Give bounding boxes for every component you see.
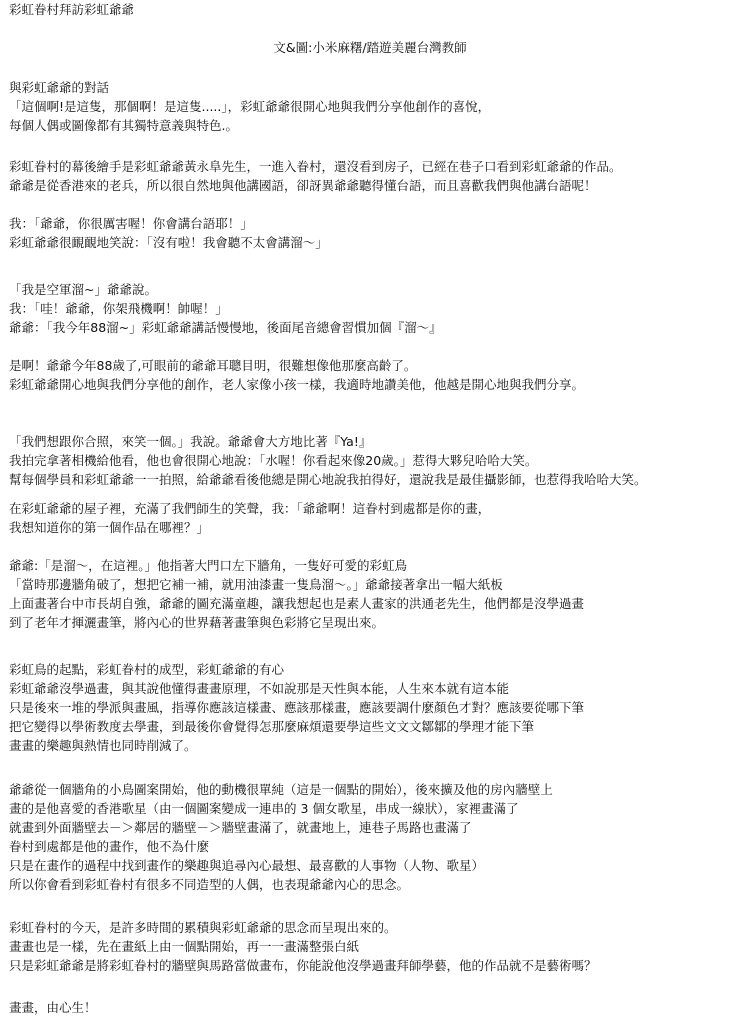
text-line: 畫畫，由心生！ [9, 1000, 97, 1015]
text-line: 只是彩虹爺爺是將彩虹眷村的牆壁與馬路當做畫布，你能說他沒學過畫拜師學藝，他的作品就不是藝術嗎？ [9, 958, 597, 973]
text-line: 到了老年才揮灑畫筆，將內心的世界藉著畫筆與色彩將它呈現出來。 [9, 615, 385, 630]
text-line: 畫畫也是一樣，先在畫紙上由一個點開始，再一一畫滿整張白紙 [9, 939, 360, 954]
text-line: 彩虹爺爺很靦靦地笑說：「沒有啦！我會聽不太會講溜～」 [9, 235, 328, 250]
text-line: 畫的是他喜愛的香港歌星（由一個圖案變成一連串的 3 個女歌星，串成一線狀），家裡畫滿了 [9, 801, 519, 816]
text-line: 爺爺：「我今年88溜~」彩虹爺爺講話慢慢地，後面尾音總會習慣加個『溜～』 [9, 320, 442, 335]
text-line: 幫每個學員和彩虹爺爺一一拍照，給爺爺看後他總是開心地說我拍得好，還說我是最佳攝影師，也惹得我哈哈大笑。 [9, 472, 647, 487]
text-line: 每個人偶或圖像都有其獨特意義與特色.。 [9, 118, 238, 133]
text-line: 畫畫的樂趣與熱情也同時削減了。 [9, 738, 197, 753]
paragraph [9, 499, 737, 537]
text-line: 把它變得以學術教度去學畫，到最後你會覺得怎那麼麻煩還要學這些文文文鄒鄒的學理才能下筆 [9, 719, 535, 734]
paragraph [9, 780, 737, 894]
paragraph [9, 78, 737, 135]
text-line: 就畫到外面牆壁去－＞鄰居的牆壁－＞牆壁畫滿了，就畫地上，連巷子馬路也畫滿了 [9, 820, 472, 835]
text-line: 所以你會看到彩虹眷村有很多不同造型的人偶，也表現爺爺內心的思念。 [9, 877, 410, 892]
paragraph [9, 214, 737, 252]
paragraph [9, 356, 737, 394]
author-byline: 文&圖:小米麻糬/踏遊美麗台灣教師 [273, 40, 467, 55]
text-line: 與彩虹爺爺的對話 [9, 80, 110, 95]
text-line: 「我們想跟你合照，來笑一個。」我說。爺爺會大方地比著『Ya!』 [9, 434, 372, 449]
text-line: 是啊！爺爺今年88歲了,可眼前的爺爺耳聰目明，很難想像他那麼高齡了。 [9, 358, 417, 373]
paragraph [9, 918, 737, 975]
article-title: 彩虹眷村拜訪彩虹爺爺 [9, 2, 135, 17]
text-line: 「當時那邊牆角破了，想把它補一補，就用油漆畫一隻鳥溜～。」爺爺接著拿出一幅大紙板 [9, 577, 503, 592]
text-line: 彩虹鳥的起點，彩虹眷村的成型，彩虹爺爺的有心 [9, 662, 285, 677]
text-line: 只是後來一堆的學派與畫風，指導你應該這樣畫、應該那樣畫，應該要調什麼顏色才對？應該要從哪下筆 [9, 700, 585, 715]
text-line: 「這個啊!是這隻，那個啊！是這隻.....」，彩虹爺爺很開心地與我們分享他創作的喜悅， [9, 99, 491, 114]
text-line: 爺爺是從香港來的老兵，所以很自然地與他講國語，卻訝異爺爺聽得懂台語，而且喜歡我們與他講台語呢！ [9, 178, 597, 193]
text-line: 我想知道你的第一個作品在哪裡？」 [9, 520, 210, 535]
text-line: 爺爺從一個牆角的小鳥圖案開始，他的動機很單純（這是一個點的開始），後來擴及他的房內牆壁上 [9, 782, 553, 797]
text-line: 「我是空軍溜~」爺爺說。 [9, 282, 157, 297]
text-line: 我：「哇！爺爺，你架飛機啊！帥喔！」 [9, 301, 228, 316]
text-line: 上面畫著台中市長胡自強，爺爺的圖充滿童趣，讓我想起也是素人畫家的洪通老先生，他們都是沒學過畫 [9, 596, 585, 611]
text-line: 我拍完拿著相機給他看，他也會很開心地說：「水喔！你看起來像20歲。」惹得大夥兒哈哈大笑。 [9, 453, 538, 468]
paragraph [9, 660, 737, 755]
text-line: 彩虹眷村的今天，是許多時間的累積與彩虹爺爺的思念而呈現出來的。 [9, 920, 397, 935]
text-line: 我：「爺爺，你很厲害喔！你會講台語耶！」 [9, 216, 253, 231]
text-line: 彩虹爺爺沒學過畫，與其說他懂得畫畫原理，不如說那是天性與本能，人生來本就有這本能 [9, 681, 510, 696]
paragraph [9, 157, 737, 195]
text-line: 眷村到處都是他的畫作，他不為什麼 [9, 839, 210, 854]
paragraph [9, 432, 737, 489]
paragraph [9, 280, 737, 337]
text-line: 彩虹爺爺開心地與我們分享他的創作，老人家像小孩一樣，我適時地讚美他，他越是開心地與我們分享。 [9, 377, 585, 392]
text-line: 只是在畫作的過程中找到畫作的樂趣與追尋內心最想、最喜歡的人事物（人物、歌星） [9, 858, 485, 873]
paragraph [9, 556, 737, 632]
paragraph [9, 998, 737, 1017]
text-line: 彩虹眷村的幕後繪手是彩虹爺爺黃永阜先生，一進入眷村，還沒看到房子，已經在巷子口看到彩虹爺爺的作品。 [9, 159, 622, 174]
text-line: 爺爺:「是溜～，在這裡。」他指著大門口左下牆角，一隻好可愛的彩虹鳥 [9, 558, 407, 573]
text-line: 在彩虹爺爺的屋子裡，充滿了我們師生的笑聲，我：「爺爺啊！這眷村到處都是你的畫， [9, 501, 491, 516]
